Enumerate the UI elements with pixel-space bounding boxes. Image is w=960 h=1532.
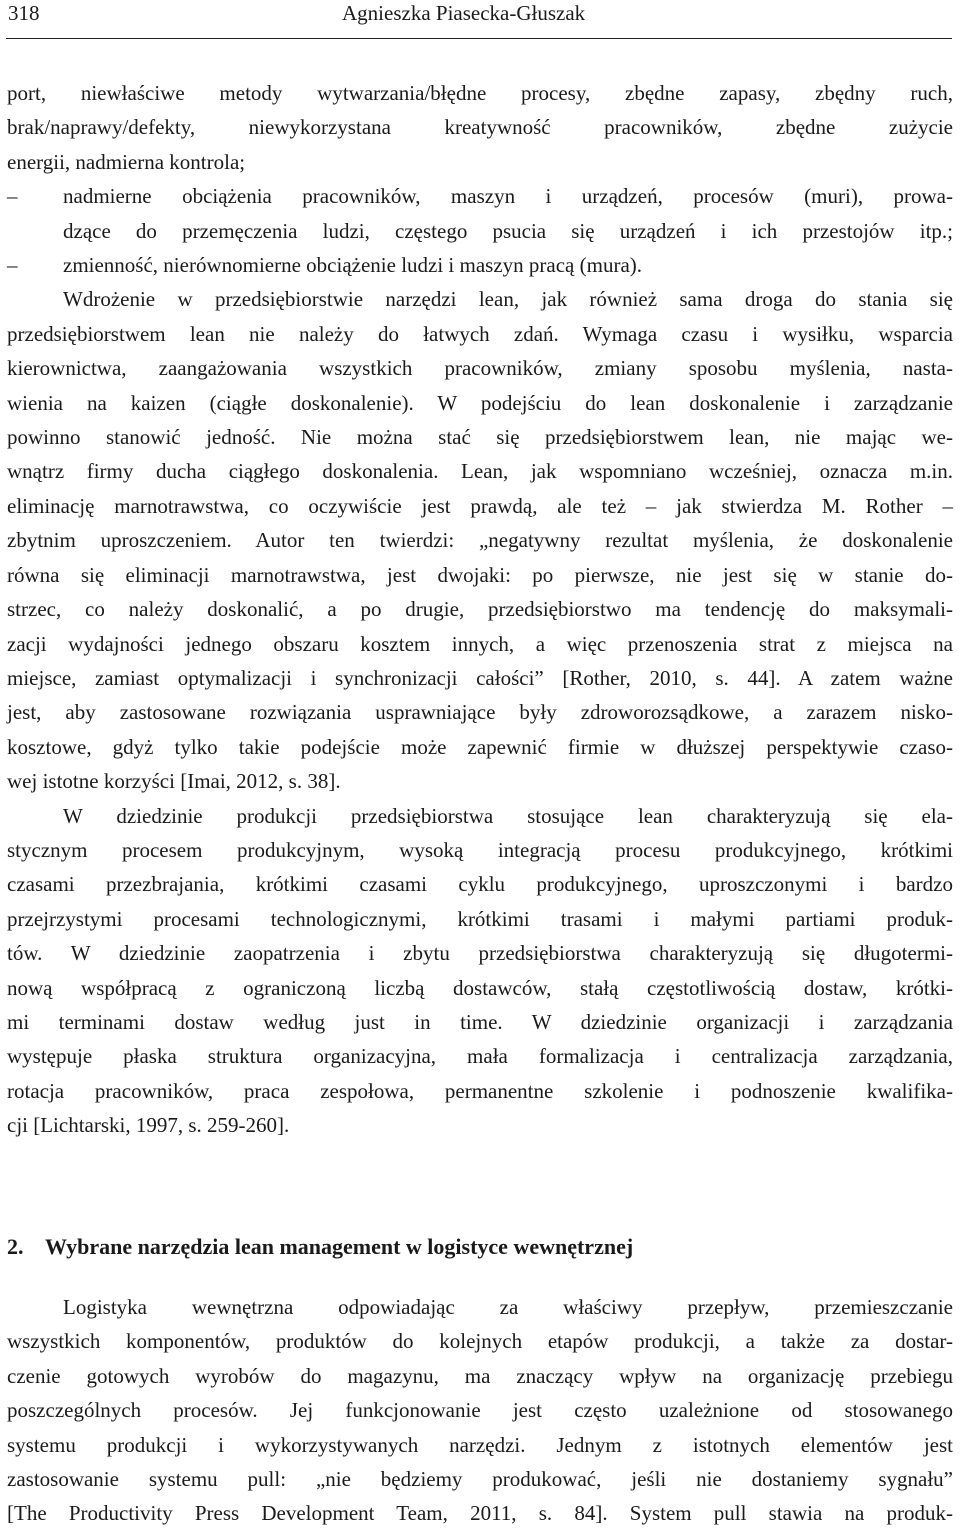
section-title: Wybrane narzędzia lean management w logistyce wewnętrznej [45,1234,634,1259]
text-line: Logistyka wewnętrzna odpowiadając za właściwy przepływ, przemieszczanie [63,1295,953,1319]
page-number: 318 [8,1,40,25]
text-line: przejrzystymi procesami technologicznymi, krótkimi trasami i małymi partiami produk- [7,906,953,931]
text-line: energii, nadmierna kontrola; [7,149,246,174]
dash-bullet-icon: – [7,184,18,209]
text-line: tów. W dziedzinie zaopatrzenia i zbytu przedsiębiorstwa charakteryzują się długotermi- [7,941,953,966]
text-line: brak/naprawy/defekty, niewykorzystana kreatywność pracowników, zbędne zużycie [7,115,953,140]
text-line: Wdrożenie w przedsiębiorstwie narzędzi lean, jak również sama droga do stania się [63,287,953,312]
body-text-block-1 [7,76,953,1143]
bullet-item [7,248,953,282]
text-line: strzec, co należy doskonalić, a po drugie, przedsiębiorstwo ma tendencję do maksymali- [7,597,953,622]
text-line: cji [Lichtarski, 1997, s. 259-260]. [7,1113,290,1138]
text-line: W dziedzinie produkcji przedsiębiorstwa stosujące lean charakteryzują się ela- [63,803,953,828]
page-header [6,0,952,39]
text-line: eliminację marnotrawstwa, co oczywiście jest prawdą, ale też – jak stwierdza M. Rother – [7,493,953,518]
dash-bullet-icon: – [7,253,18,278]
bullet-item [7,179,953,213]
text-line: dzące do przemęczenia ludzi, częstego psucia się urządzeń i ich przestojów itp.; [63,218,953,243]
section-number: 2. [7,1234,24,1259]
text-line: czenie gotowych wyrobów do magazynu, ma znaczący wpływ na organizację przebiegu [7,1363,953,1388]
text-line: powinno stanowić jedność. Nie można stać się przedsiębiorstwem lean, nie mając we- [7,425,953,450]
text-line: wej istotne korzyści [Imai, 2012, s. 38]. [7,769,341,794]
text-line: nadmierne obciążenia pracowników, maszyn i urządzeń, procesów (muri), prowa- [63,184,953,209]
text-line: [The Productivity Press Development Team, 2011, s. 84]. System pull stawia na produk- [7,1501,953,1526]
text-line: mi terminami dostaw według just in time. W dziedzinie organizacji i zarządzania [7,1009,953,1034]
section-heading [7,1232,633,1262]
text-line: zbytnim uproszczeniem. Autor ten twierdzi: „negatywny rezultat myślenia, że doskonalenie [7,528,953,553]
text-line: wienia na kaizen (ciągłe doskonalenie). W podejściu do lean doskonalenie i zarządzanie [7,390,953,415]
text-line: kosztowe, gdyż tylko takie podejście może zapewnić firmie w dłuższej perspektywie czaso- [7,734,953,759]
text-line: wnątrz firmy ducha ciągłego doskonalenia. Lean, jak wspomniano wcześniej, oznacza m.in. [7,459,953,484]
text-line: systemu produkcji i wykorzystywanych narzędzi. Jednym z istotnych elementów jest [7,1432,953,1457]
text-line: występuje płaska struktura organizacyjna, mała formalizacja i centralizacja zarządzania, [7,1044,953,1069]
text-line: zastosowanie systemu pull: „nie będziemy produkować, jeśli nie dostaniemy sygnału” [7,1467,953,1492]
text-line: nową współpracą z ograniczoną liczbą dostawców, stałą częstotliwością dostaw, krótki- [7,975,953,1000]
text-line: poszczególnych procesów. Jej funkcjonowanie jest często uzależnione od stosowanego [7,1398,953,1423]
text-line: czasami przezbrajania, krótkimi czasami cyklu produkcyjnego, uproszczonymi i bardzo [7,872,953,897]
text-line: przedsiębiorstwem lean nie należy do łatwych zdań. Wymaga czasu i wysiłku, wsparcia [7,321,953,346]
text-line: zacji wydajności jednego obszaru kosztem innych, a więc przenoszenia strat z miejsca na [7,631,953,656]
text-line: kierownictwa, zaangażowania wszystkich pracowników, zmiany sposobu myślenia, nasta- [7,356,953,381]
text-line: stycznym procesem produkcyjnym, wysoką integracją procesu produkcyjnego, krótkimi [7,837,953,862]
text-line: jest, aby zastosowane rozwiązania usprawniające były zdroworozsądkowe, a zarazem nisko- [7,700,953,725]
text-line: port, niewłaściwe metody wytwarzania/błędne procesy, zbędne zapasy, zbędny ruch, [7,81,953,105]
text-line: równa się eliminacji marnotrawstwa, jest dwojaki: po pierwsze, nie jest się w stanie do- [7,562,953,587]
text-line: wszystkich komponentów, produktów do kolejnych etapów produkcji, a także za dostar- [7,1329,953,1354]
body-text-block-2 [7,1290,953,1531]
text-line: miejsce, zamiast optymalizacji i synchronizacji całości” [Rother, 2010, s. 44]. A zatem ważne [7,665,953,690]
text-line: zmienność, nierównomierne obciążenie ludzi i maszyn pracą (mura). [63,253,643,278]
running-head: Agnieszka Piasecka-Głuszak [342,1,586,25]
text-line: rotacja pracowników, praca zespołowa, permanentne szkolenie i podnoszenie kwalifika- [7,1078,953,1103]
